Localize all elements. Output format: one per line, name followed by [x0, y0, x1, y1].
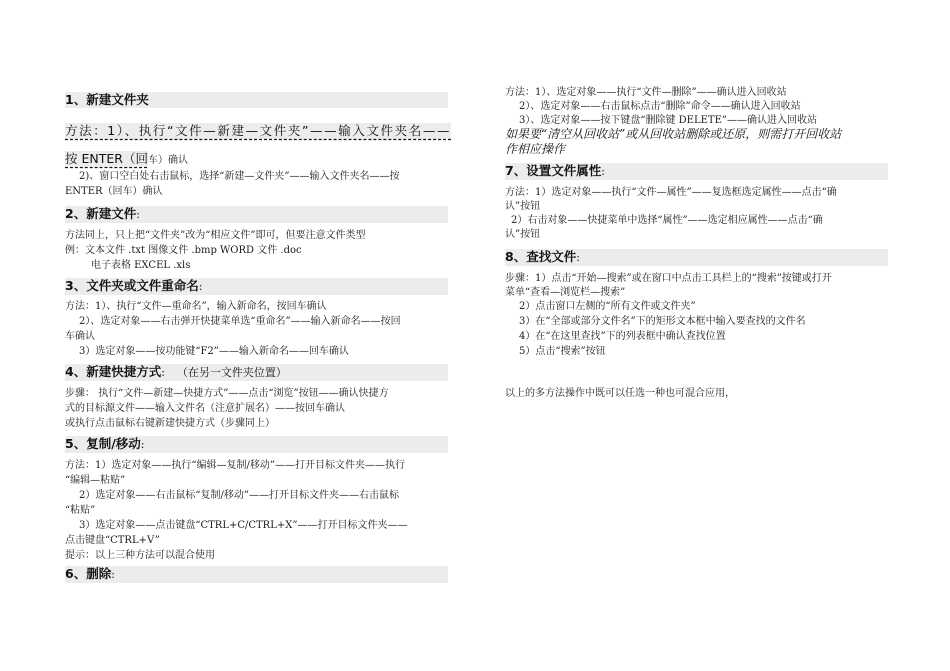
section-7-title: 7、设置文件属性 — [505, 163, 602, 178]
section-5-line-3: 2）选定对象——右击鼠标“复制/移动”——打开目标文件夹——右击鼠标 — [79, 490, 399, 501]
section-7-line-1: 方法：1）选定对象——执行“文件—属性”——复选框选定属性——点击“确 — [505, 187, 837, 198]
method-1-line-a: 方法：1）、执行“文件—新建—文件夹”——输入文件夹名—— — [65, 123, 452, 138]
section-7-heading — [505, 163, 888, 180]
section-4-title: 4、新建快捷方式 — [65, 364, 162, 379]
section-1-method-2-line-b: ENTER（回车）确认 — [65, 186, 163, 197]
method-1-line-b-large: 按 ENTER（回 — [65, 151, 148, 166]
section-5-line-7: 提示：以上三种方法可以混合使用 — [65, 550, 215, 561]
method-1-line-b-small: 车）确认 — [147, 155, 188, 166]
section-4-heading — [65, 364, 448, 381]
section-1-title: 1、新建文件夹 — [65, 92, 149, 107]
section-5-title: 5、复制/移动 — [65, 436, 141, 451]
section-3-title: 3、文件夹或文件重命名 — [65, 278, 199, 293]
section-5-colon: : — [140, 438, 145, 451]
section-8-line-4: 3）在“全部或部分文件名”下的矩形文本框中输入要查找的文件名 — [519, 316, 806, 327]
section-3-line-1: 方法：1）、执行“文件—重命名”，输入新命名，按回车确认 — [65, 301, 327, 312]
section-6-heading — [65, 566, 448, 583]
section-7-line-4: 认”按钮 — [505, 229, 541, 240]
section-5-line-4: “粘贴” — [65, 505, 96, 516]
section-6-line-2: 2）、选定对象——右击鼠标点击“删除”命令——确认进入回收站 — [519, 101, 801, 112]
section-8-title: 8、查找文件 — [505, 249, 577, 264]
section-4-note: （在另一文件夹位置） — [176, 366, 287, 379]
section-1-heading — [65, 92, 448, 108]
section-2-title: 2、新建文件 — [65, 206, 137, 221]
section-6-italic-note-2: 作相应操作 — [505, 142, 566, 156]
section-5-line-2: “编辑—粘贴” — [65, 475, 126, 486]
section-4-line-3: 或执行点击鼠标右键新建快捷方式（步骤同上） — [65, 418, 275, 429]
section-6-title: 6、删除 — [65, 566, 112, 581]
section-2-line-2: 例：文本文件 .txt 图像文件 .bmp WORD 文件 .doc — [65, 245, 302, 256]
section-8-line-5: 4）在“在这里查找”下的列表框中确认查找位置 — [519, 331, 726, 342]
section-2-line-3: 电子表格 EXCEL .xls — [91, 260, 191, 271]
section-1-method-1-cont — [65, 148, 448, 168]
section-1-method-2-line-a: 2)、窗口空白处右击鼠标，选择“新建—文件夹”——输入文件夹名——按 — [79, 171, 400, 182]
section-4-line-2: 式的目标源文件——输入文件名（注意扩展名）——按回车确认 — [65, 403, 345, 414]
section-5-line-5: 3）选定对象——点击键盘“CTRL+C/CTRL+X”——打开目标文件夹—— — [79, 520, 408, 531]
section-8-heading — [505, 249, 888, 266]
section-3-line-3: 3）选定对象——按功能键“F2”——输入新命名——回车确认 — [79, 346, 349, 357]
section-1-method-1 — [65, 120, 452, 139]
section-8-line-6: 5）点击“搜索”按钮 — [519, 346, 606, 357]
section-7-line-2: 认”按钮 — [505, 201, 541, 212]
section-8-colon: : — [576, 251, 580, 264]
section-5-heading — [65, 436, 448, 453]
section-6-line-3: 3）、选定对象——按下键盘“删除键 DELETE”——确认进入回收站 — [519, 115, 817, 126]
section-2-colon: : — [136, 208, 140, 221]
section-7-line-3: 2）右击对象——快捷菜单中选择“属性”——选定相应属性——点击“确 — [511, 215, 823, 226]
section-5-line-1: 方法：1）选定对象——执行“编辑—复制/移动”——打开目标文件夹——执行 — [65, 460, 405, 471]
section-6-italic-note-1: 如果要“清空从回收站”或从回收站删除或还原，则需打开回收站 — [505, 127, 842, 141]
section-4-line-1: 步骤： 执行“文件—新建—快捷方式”——点击“浏览”按钮——确认快捷方 — [65, 388, 389, 399]
section-4-colon: : — [161, 366, 165, 379]
section-6-colon: : — [111, 568, 115, 581]
section-3-line-2b: 车确认 — [65, 331, 95, 342]
section-8-line-1: 步骤：1）点击“开始—搜索”或在窗口中点击工具栏上的“搜索”按键或打开 — [505, 273, 832, 284]
section-8-line-2: 菜单“查看—浏览栏—搜索” — [505, 287, 626, 298]
section-3-heading — [65, 278, 448, 295]
section-5-line-6: 点击键盘“CTRL+V” — [65, 535, 160, 546]
section-3-line-2a: 2）、选定对象——右击弹开快捷菜单选“重命名”——输入新命名——按回 — [79, 316, 401, 327]
section-8-line-3: 2）点击窗口左侧的“所有文件或文件夹” — [519, 301, 696, 312]
section-3-colon: : — [198, 280, 203, 293]
section-7-colon: : — [601, 165, 605, 178]
summary-text: 以上的多方法操作中既可以任选一种也可混合应用， — [505, 388, 735, 399]
section-2-heading — [65, 206, 448, 223]
section-2-line-1: 方法同上，只上把“文件夹”改为“相应文件”即可，但要注意文件类型 — [65, 230, 366, 241]
section-6-line-1: 方法：1）、选定对象——执行“文件—删除”——确认进入回收站 — [505, 87, 787, 98]
